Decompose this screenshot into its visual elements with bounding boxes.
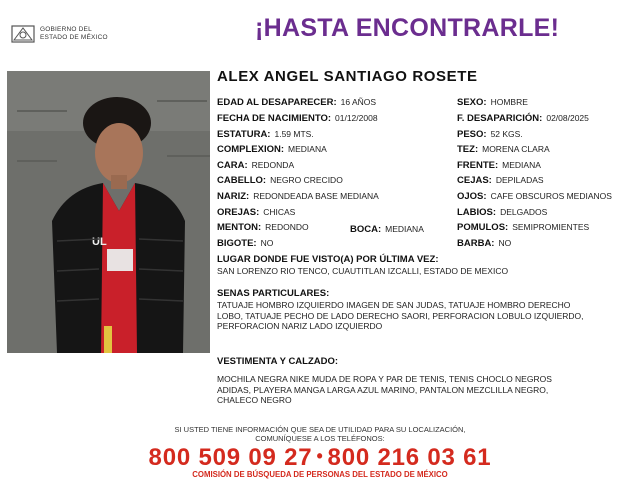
field-bigote xyxy=(217,237,273,250)
person-photo xyxy=(7,71,210,353)
field-tez xyxy=(457,143,550,156)
field-value: NO xyxy=(260,238,274,248)
field-cabello xyxy=(217,174,343,187)
field-nariz xyxy=(217,190,379,203)
field-value: 1.59 MTS. xyxy=(274,129,314,139)
senas-line: PERFORACION NARIZ LADO IZQUIERDO xyxy=(217,321,383,332)
field-ojos xyxy=(457,190,612,203)
phone-separator: • xyxy=(316,446,324,466)
field-cara xyxy=(217,159,294,172)
field-label: EDAD AL DESAPARECER: xyxy=(217,97,337,108)
field-label: PESO: xyxy=(457,129,487,140)
field-value: NO xyxy=(498,238,512,248)
field-menton xyxy=(217,221,309,234)
senas-line: LOBO, TATUAJE PECHO DE LADO DERECHO SAORI, PERFORACION LOBULO IZQUIERDO, xyxy=(217,310,584,321)
phone-number-2[interactable]: 800 216 03 61 xyxy=(327,444,492,471)
vestimenta-line: ADIDAS, PLAYERA MANGA LARGA AZUL MARINO, PANTALON MEZCLILLA NEGRO, xyxy=(217,384,549,395)
field-label: CARA: xyxy=(217,160,248,171)
field-label: BOCA: xyxy=(350,224,382,235)
field-nacimiento xyxy=(217,112,378,125)
svg-text:UL: UL xyxy=(92,236,107,248)
government-logo-icon xyxy=(10,22,38,46)
senas-line: TATUAJE HOMBRO IZQUIERDO IMAGEN DE SAN JUDAS, TATUAJE HOMBRO DERECHO xyxy=(217,300,571,310)
field-orejas xyxy=(217,206,295,219)
field-value: CHICAS xyxy=(263,207,296,217)
senas-text xyxy=(217,300,584,332)
field-cejas xyxy=(457,174,544,187)
field-value: 16 AÑOS xyxy=(340,97,377,107)
footer-commission: COMISIÓN DE BÚSQUEDA DE PERSONAS DEL ESTADO DE MÉXICO xyxy=(192,470,448,479)
field-labios xyxy=(457,206,547,219)
field-label: SEXO: xyxy=(457,97,487,108)
field-label: CABELLO: xyxy=(217,175,267,186)
field-sexo xyxy=(457,96,528,109)
field-label: LABIOS: xyxy=(457,207,497,218)
field-value: MEDIANA xyxy=(502,160,541,170)
field-value: REDONDA xyxy=(251,160,295,170)
field-estatura xyxy=(217,128,314,141)
vestimenta-line: MOCHILA NEGRA NIKE MUDA DE ROPA Y PAR DE TENIS, TENIS CHOCLO NEGROS xyxy=(217,374,552,384)
contact-info xyxy=(0,426,640,443)
field-complexion xyxy=(217,143,327,156)
phone-numbers xyxy=(0,444,640,472)
field-label: ESTATURA: xyxy=(217,129,271,140)
field-desaparicion xyxy=(457,112,589,125)
field-label: TEZ: xyxy=(457,144,479,155)
field-value: 52 KGS. xyxy=(490,129,523,139)
field-label: FECHA DE NACIMIENTO: xyxy=(217,113,331,124)
field-value: HOMBRE xyxy=(490,97,528,107)
government-line-2: ESTADO DE MÉXICO xyxy=(40,34,108,41)
field-label: F. DESAPARICIÓN: xyxy=(457,113,543,124)
field-value: 02/08/2025 xyxy=(546,113,589,123)
person-name: ALEX ANGEL SANTIAGO ROSETE xyxy=(217,68,478,85)
senas-title: SENAS PARTICULARES: xyxy=(217,288,330,299)
field-peso xyxy=(457,128,523,141)
field-value: MEDIANA xyxy=(385,224,424,234)
field-edad xyxy=(217,96,376,109)
contact-info-line-1: SI USTED TIENE INFORMACIÓN QUE SEA DE UTILIDAD PARA SU LOCALIZACIÓN, xyxy=(174,425,466,434)
government-line-1: GOBIERNO DEL xyxy=(40,26,92,33)
field-value: MEDIANA xyxy=(288,144,327,154)
field-value: REDONDO xyxy=(265,222,309,232)
field-label: BIGOTE: xyxy=(217,238,257,249)
field-label: OREJAS: xyxy=(217,207,260,218)
field-value: DEPILADAS xyxy=(495,175,544,185)
headline: ¡HASTA ENCONTRARLE! xyxy=(255,14,560,42)
lugar-title: LUGAR DONDE FUE VISTO(A) POR ÚLTIMA VEZ: xyxy=(217,254,439,265)
field-pomulos xyxy=(457,221,589,234)
contact-info-line-2: COMUNÍQUESE A LOS TELÉFONOS: xyxy=(255,433,385,443)
field-value: NEGRO CRECIDO xyxy=(270,175,343,185)
field-label: COMPLEXION: xyxy=(217,144,285,155)
field-label: NARIZ: xyxy=(217,191,250,202)
field-value: 01/12/2008 xyxy=(335,113,378,123)
lugar-text: SAN LORENZO RIO TENCO, CUAUTITLAN IZCALLI, ESTADO DE MEXICO xyxy=(217,266,509,276)
phone-number-1[interactable]: 800 509 09 27 xyxy=(148,444,313,471)
field-value: DELGADOS xyxy=(500,207,548,217)
field-value: MORENA CLARA xyxy=(482,144,550,154)
field-label: MENTON: xyxy=(217,222,262,233)
vestimenta-line: CHALECO NEGRO xyxy=(217,395,292,406)
field-value: CAFE OBSCUROS MEDIANOS xyxy=(490,191,612,201)
field-label: FRENTE: xyxy=(457,160,499,171)
field-value: SEMIPROMIENTES xyxy=(512,222,590,232)
vestimenta-title: VESTIMENTA Y CALZADO: xyxy=(217,356,339,367)
field-frente xyxy=(457,159,541,172)
field-value: REDONDEADA BASE MEDIANA xyxy=(253,191,379,201)
government-name xyxy=(40,26,108,42)
field-label: BARBA: xyxy=(457,238,495,249)
field-barba xyxy=(457,237,511,250)
field-boca xyxy=(350,223,424,236)
field-label: POMULOS: xyxy=(457,222,509,233)
vestimenta-text xyxy=(217,374,552,406)
field-label: OJOS: xyxy=(457,191,487,202)
field-label: CEJAS: xyxy=(457,175,492,186)
